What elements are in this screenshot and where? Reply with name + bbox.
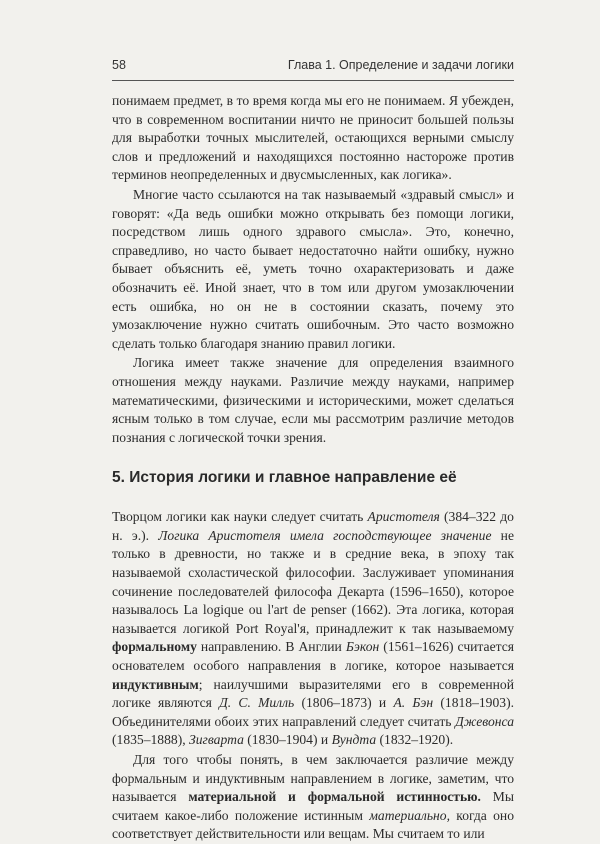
paragraph-2: Многие часто ссылаются на так называемый «здравый смысл» и говорят: «Да ведь ошибки можно открывать без помощи логики, посредством лишь одного здравого смысла». Это, конечно, справедливо, но часто бывает недостаточно найти ошибку, нужно бывает объяснить её, уметь точно охарактеризовать и даже обозначить её. Иной знает, что в том или другом умозаключении есть ошибка, но он не в состоянии сказать, почему это умозаключение нужно считать ошибочным. Это часто возможно сделать только благодаря знанию правил логики. [112, 186, 514, 351]
page-body [112, 92, 514, 844]
paragraph-5: Для того чтобы понять, в чем заключается различие между формальным и индуктивным направлением в логике, заметим, что называется материальной и формальной истинностью. Мы считаем какое-либо положение истинным материально, когда оно соответствует действительности или вещам. Мы считаем то или [112, 752, 515, 842]
paragraph-3: Логика имеет также значение для определения взаимного отношения между науками. Различие между науками, например математическими, физическими и историческими, может сделаться ясным только в том случае, если мы рассмотрим различие методов познания с логической точки зрения. [112, 355, 514, 445]
chapter-title: Глава 1. Определение и задачи логики [287, 58, 514, 72]
section-heading: 5. История логики и главное направление её [112, 469, 457, 487]
paragraph-4: Творцом логики как науки следует считать Аристотеля (384–322 до н. э.). Логика Аристотеля имела господствующее значение не только в древности, но также и в средние века, в эпоху так называемой схоластической философии. Заслуживает упоминания сочинение последователей философа Декарта (1596–1650), которое называлось La logique ou l'art de penser (1662). Эта логика, которая называется логикой Port Royal'я, принадлежит к так называемому формальному направлению. В Англии Бэкон (1561–1626) считается основателем особого направления в логике, которое называется индуктивным; наилучшими выразителями его в современной логике являются Д. С. Милль (1806–1873) и А. Бэн (1818–1903). Объединителями обоих этих направлений следует считать Джевонса (1835–1888), Зигварта (1830–1904) и Вундта (1832–1920). [112, 509, 514, 748]
paragraph-1: понимаем предмет, в то время когда мы его не понимаем. Я убежден, что в современном воспитании ничто не приносит большей пользы для выработки точных мыслителей, остающихся верными смыслу слов и предложений и находящихся постоянно настороже против терминов неопределенных и двусмысленных, как логика». [112, 93, 514, 183]
running-header [112, 58, 514, 72]
page-number: 58 [112, 58, 126, 72]
header-rule [112, 80, 514, 81]
